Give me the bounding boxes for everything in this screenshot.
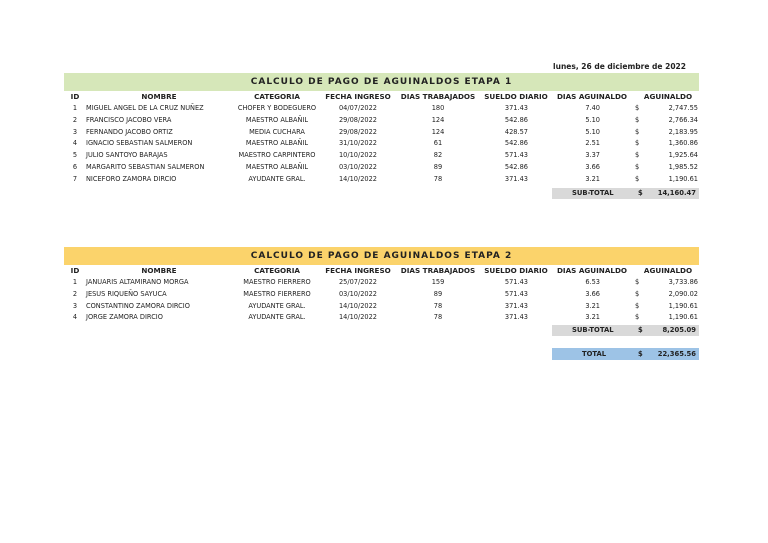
header-aguinaldo: AGUINALDO (643, 266, 693, 275)
subtotal-value: 8,205.09 (662, 326, 696, 334)
cell-dias-aguinaldo: 3.66 (585, 162, 600, 171)
header-id: ID (70, 92, 80, 101)
cell-dias-trabajados: 124 (431, 127, 445, 136)
cell-nombre: IGNACIO SEBASTIAN SALMERON (86, 139, 193, 148)
cell-sueldo: 542.86 (504, 115, 528, 124)
cell-fecha: 29/08/2022 (338, 127, 377, 136)
subtotal-label: SUB-TOTAL (572, 326, 614, 334)
currency-symbol: $ (638, 326, 643, 334)
cell-categoria: MAESTRO FIERRERO (243, 278, 311, 286)
header-categoria: CATEGORIA (254, 266, 300, 275)
cell-dias-trabajados: 180 (431, 104, 445, 112)
etapa-2-rows (64, 277, 699, 324)
cell-aguinaldo: 2,090.02 (668, 289, 698, 298)
currency-symbol: $ (638, 189, 643, 197)
cell-dias-aguinaldo: 3.21 (585, 174, 600, 183)
cell-id: 4 (72, 139, 78, 148)
grand-total (552, 348, 699, 360)
currency-symbol: $ (635, 278, 640, 286)
cell-sueldo: 371.43 (504, 104, 528, 112)
etapa-2-title: CALCULO DE PAGO DE AGUINALDOS ETAPA 2 (64, 247, 699, 265)
cell-fecha: 03/10/2022 (338, 289, 377, 298)
cell-dias-aguinaldo: 3.37 (585, 151, 600, 160)
cell-dias-trabajados: 159 (431, 278, 445, 286)
cell-sueldo: 371.43 (504, 301, 528, 310)
cell-aguinaldo: 2,766.34 (668, 115, 698, 124)
currency-symbol: $ (635, 289, 640, 298)
table-row (64, 312, 699, 324)
cell-categoria: AYUDANTE GRAL. (248, 301, 306, 310)
etapa-1-subtotal (552, 188, 699, 199)
cell-fecha: 31/10/2022 (338, 139, 377, 148)
cell-fecha: 04/07/2022 (338, 104, 377, 112)
cell-sueldo: 542.86 (504, 162, 528, 171)
cell-nombre: JORGE ZAMORA DIRCIO (86, 313, 163, 322)
cell-sueldo: 571.43 (504, 278, 528, 286)
cell-nombre: MARGARITO SEBASTIAN SALMERON (86, 162, 205, 171)
cell-fecha: 14/10/2022 (338, 313, 377, 322)
currency-symbol: $ (635, 139, 640, 148)
cell-categoria: MAESTRO CARPINTERO (238, 151, 316, 160)
cell-aguinaldo: 2,747.55 (668, 104, 698, 112)
cell-fecha: 14/10/2022 (338, 174, 377, 183)
cell-nombre: FERNANDO JACOBO ORTIZ (86, 127, 173, 136)
cell-dias-trabajados: 89 (433, 162, 443, 171)
table-header (64, 91, 699, 103)
table-header (64, 265, 699, 277)
header-sueldo: SUELDO DIARIO (484, 266, 548, 275)
currency-symbol: $ (635, 313, 640, 322)
table-row (64, 277, 699, 289)
header-dias-aguinaldo: DIAS AGUINALDO (556, 92, 628, 101)
cell-aguinaldo: 3,733.86 (668, 278, 698, 286)
etapa-1-title: CALCULO DE PAGO DE AGUINALDOS ETAPA 1 (64, 73, 699, 91)
cell-aguinaldo: 1,190.61 (668, 313, 698, 322)
cell-nombre: JESUS RIQUEÑO SAYUCA (86, 289, 167, 298)
header-fecha: FECHA INGRESO (325, 92, 391, 101)
cell-id: 1 (72, 104, 78, 112)
table-row (64, 289, 699, 301)
header-dias-trabajados: DIAS TRABAJADOS (400, 92, 476, 101)
cell-nombre: FRANCISCO JACOBO VERA (86, 115, 172, 124)
cell-nombre: NICEFORO ZAMORA DIRCIO (86, 174, 177, 183)
cell-dias-aguinaldo: 3.21 (585, 313, 600, 322)
cell-fecha: 03/10/2022 (338, 162, 377, 171)
cell-aguinaldo: 1,360.86 (668, 139, 698, 148)
cell-sueldo: 428.57 (504, 127, 528, 136)
cell-nombre: MIGUEL ANGEL DE LA CRUZ NUÑEZ (86, 104, 204, 112)
cell-aguinaldo: 1,925.64 (668, 151, 698, 160)
cell-dias-aguinaldo: 5.10 (585, 127, 600, 136)
cell-categoria: AYUDANTE GRAL. (248, 174, 306, 183)
cell-sueldo: 371.43 (504, 174, 528, 183)
cell-categoria: MAESTRO ALBAÑIL (245, 139, 309, 148)
currency-symbol: $ (635, 127, 640, 136)
table-row (64, 115, 699, 127)
header-aguinaldo: AGUINALDO (643, 92, 693, 101)
cell-dias-trabajados: 78 (433, 301, 443, 310)
cell-fecha: 14/10/2022 (338, 301, 377, 310)
cell-dias-trabajados: 124 (431, 115, 445, 124)
cell-categoria: CHOFER Y BODEGUERO (237, 104, 317, 112)
subtotal-value: 14,160.47 (657, 189, 696, 197)
cell-categoria: MEDIA CUCHARA (249, 127, 305, 136)
header-nombre: NOMBRE (141, 92, 177, 101)
table-row (64, 174, 699, 186)
cell-categoria: MAESTRO ALBAÑIL (245, 162, 309, 171)
cell-id: 7 (72, 174, 78, 183)
cell-dias-trabajados: 78 (433, 313, 443, 322)
header-dias-aguinaldo: DIAS AGUINALDO (556, 266, 628, 275)
header-fecha: FECHA INGRESO (325, 266, 391, 275)
cell-fecha: 25/07/2022 (338, 278, 377, 286)
cell-dias-trabajados: 89 (433, 289, 443, 298)
cell-dias-aguinaldo: 5.10 (585, 115, 600, 124)
etapa-1-section (64, 73, 699, 186)
etapa-2-subtotal (552, 325, 699, 336)
report-date: lunes, 26 de diciembre de 2022 (553, 62, 686, 71)
cell-sueldo: 371.43 (504, 313, 528, 322)
currency-symbol: $ (635, 174, 640, 183)
currency-symbol: $ (638, 350, 643, 358)
currency-symbol: $ (635, 301, 640, 310)
cell-dias-aguinaldo: 2.51 (585, 139, 600, 148)
cell-dias-aguinaldo: 6.53 (585, 278, 600, 286)
cell-id: 3 (72, 127, 78, 136)
cell-sueldo: 571.43 (504, 151, 528, 160)
cell-categoria: MAESTRO FIERRERO (243, 289, 311, 298)
cell-categoria: AYUDANTE GRAL. (248, 313, 306, 322)
currency-symbol: $ (635, 115, 640, 124)
currency-symbol: $ (635, 162, 640, 171)
cell-id: 6 (72, 162, 78, 171)
cell-dias-aguinaldo: 3.66 (585, 289, 600, 298)
table-row (64, 138, 699, 150)
cell-dias-aguinaldo: 7.40 (585, 104, 600, 112)
cell-aguinaldo: 2,183.95 (668, 127, 698, 136)
table-row (64, 162, 699, 174)
etapa-2-section (64, 247, 699, 324)
cell-aguinaldo: 1,190.61 (668, 301, 698, 310)
cell-dias-aguinaldo: 3.21 (585, 301, 600, 310)
cell-id: 2 (72, 289, 78, 298)
total-label: TOTAL (582, 350, 607, 358)
table-row (64, 150, 699, 162)
header-id: ID (70, 266, 80, 275)
table-row (64, 301, 699, 313)
total-value: 22,365.56 (657, 350, 696, 358)
cell-fecha: 10/10/2022 (338, 151, 377, 160)
header-dias-trabajados: DIAS TRABAJADOS (400, 266, 476, 275)
cell-dias-trabajados: 61 (433, 139, 443, 148)
cell-id: 5 (72, 151, 78, 160)
currency-symbol: $ (635, 151, 640, 160)
cell-sueldo: 542.86 (504, 139, 528, 148)
cell-id: 4 (72, 313, 78, 322)
cell-sueldo: 571.43 (504, 289, 528, 298)
subtotal-label: SUB-TOTAL (572, 189, 614, 197)
header-categoria: CATEGORIA (254, 92, 300, 101)
cell-id: 1 (72, 278, 78, 286)
table-row (64, 127, 699, 139)
cell-aguinaldo: 1,190.61 (668, 174, 698, 183)
header-sueldo: SUELDO DIARIO (484, 92, 548, 101)
cell-nombre: CONSTANTINO ZAMORA DIRCIO (86, 301, 190, 310)
table-row (64, 103, 699, 115)
cell-dias-trabajados: 78 (433, 174, 443, 183)
cell-id: 3 (72, 301, 78, 310)
cell-dias-trabajados: 82 (433, 151, 443, 160)
cell-aguinaldo: 1,985.52 (668, 162, 698, 171)
cell-id: 2 (72, 115, 78, 124)
cell-categoria: MAESTRO ALBAÑIL (245, 115, 309, 124)
cell-nombre: JULIO SANTOYO BARAJAS (86, 151, 168, 160)
cell-fecha: 29/08/2022 (338, 115, 377, 124)
etapa-1-rows (64, 103, 699, 186)
header-nombre: NOMBRE (141, 266, 177, 275)
currency-symbol: $ (635, 104, 640, 112)
cell-nombre: JANUARIS ALTAMIRANO MORGA (86, 278, 189, 286)
